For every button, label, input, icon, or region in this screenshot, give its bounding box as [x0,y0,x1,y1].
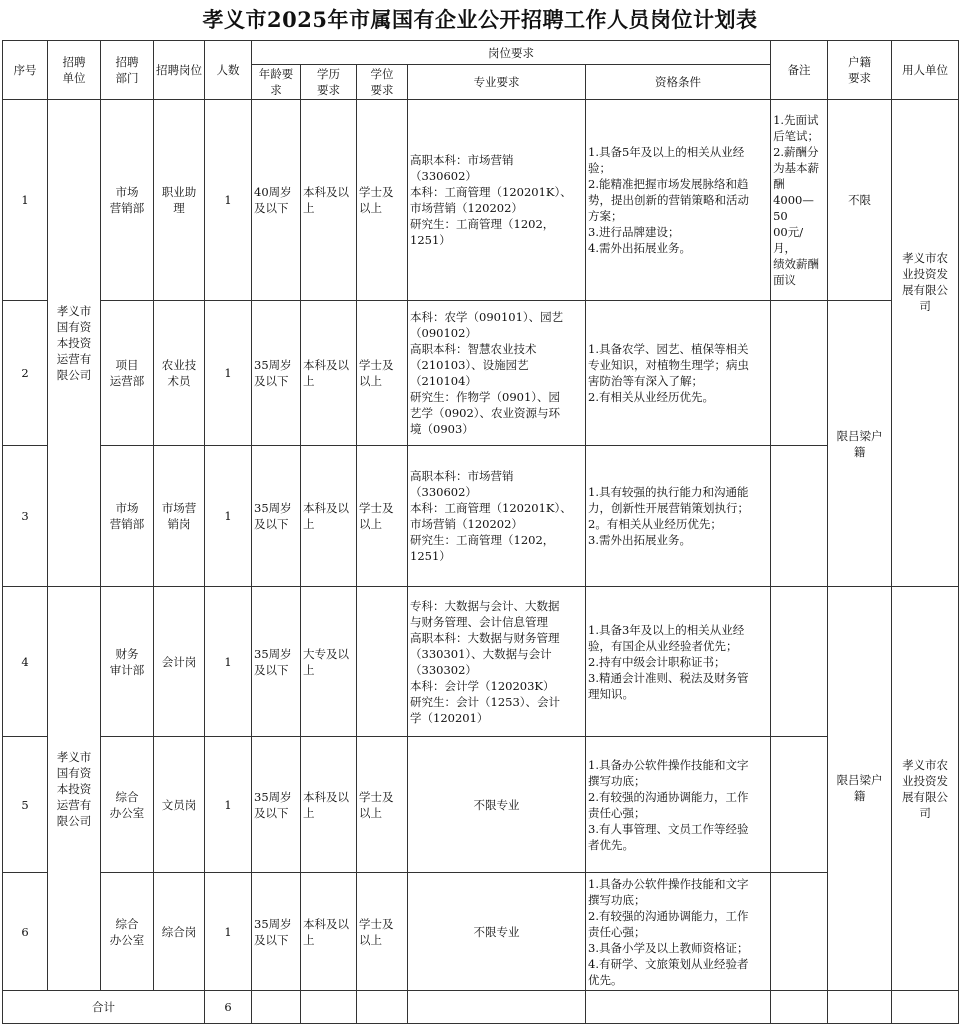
degree-cell: 学士及 以上 [357,301,408,446]
empty-cell [408,991,586,1024]
table-row [3,301,959,446]
empty-cell [586,991,771,1024]
post-cell: 文员岗 [154,737,205,873]
degree-cell: 学士及 以上 [357,737,408,873]
header-post: 招聘岗位 [154,41,205,100]
major-cell: 不限专业 [408,737,586,873]
seq-cell: 1 [3,100,48,301]
page-title: 孝义市2025年市属国有企业公开招聘工作人员岗位计划表 [202,7,758,32]
empty-cell [252,991,301,1024]
header-employer: 用人单位 [892,41,959,100]
age-cell: 35周岁 及以下 [252,446,301,587]
post-cell: 市场营 销岗 [154,446,205,587]
seq-cell: 4 [3,587,48,737]
post-cell: 会计岗 [154,587,205,737]
huji-cell: 限吕梁户 籍 [828,587,892,991]
edu-cell: 本科及以 上 [301,873,357,991]
table-row [3,100,959,301]
header-qual: 资格条件 [586,65,771,100]
degree-cell [357,587,408,737]
header-huji: 户籍 要求 [828,41,892,100]
edu-cell: 本科及以 上 [301,737,357,873]
header-degree: 学位 要求 [357,65,408,100]
note-cell [771,301,828,446]
note-cell [771,587,828,737]
table-row [3,873,959,991]
count-cell: 1 [205,737,252,873]
note-cell [771,737,828,873]
empty-cell [828,991,892,1024]
age-cell: 35周岁 及以下 [252,587,301,737]
employer-cell: 孝义市农 业投资发 展有限公 司 [892,100,959,587]
degree-cell: 学士及 以上 [357,873,408,991]
count-cell: 1 [205,873,252,991]
edu-cell: 本科及以 上 [301,301,357,446]
header-requirements: 岗位要求 [252,41,771,65]
header-age: 年龄要 求 [252,65,301,100]
note-cell [771,873,828,991]
header-dept: 招聘 部门 [101,41,154,100]
age-cell: 35周岁 及以下 [252,873,301,991]
age-cell: 40周岁 及以下 [252,100,301,301]
seq-cell: 3 [3,446,48,587]
note-cell [771,446,828,587]
qual-cell: 1.具备农学、园艺、植保等相关 专业知识，对植物生理学；病虫 害防治等有深入了解； 2.有相关从业经历优先。 [586,301,771,446]
post-cell: 农业技 术员 [154,301,205,446]
table-row [3,587,959,737]
total-count: 6 [205,991,252,1024]
age-cell: 35周岁 及以下 [252,301,301,446]
edu-cell: 本科及以 上 [301,446,357,587]
dept-cell: 综合 办公室 [101,737,154,873]
dept-cell: 市场 营销部 [101,100,154,301]
edu-cell: 本科及以 上 [301,100,357,301]
dept-cell: 项目 运营部 [101,301,154,446]
major-cell: 不限专业 [408,873,586,991]
dept-cell: 财务 审计部 [101,587,154,737]
employer-cell: 孝义市农 业投资发 展有限公 司 [892,587,959,991]
huji-cell: 限吕梁户 籍 [828,301,892,587]
dept-cell: 综合 办公室 [101,873,154,991]
empty-cell [301,991,357,1024]
degree-cell: 学士及 以上 [357,446,408,587]
qual-cell: 1.具备办公软件操作技能和文字 撰写功底； 2.有较强的沟通协调能力，工作 责任心强； 3.具备小学及以上教师资格证； 4.有研学、文旅策划从业经验者 优先。 [586,873,771,991]
recruitment-table [2,40,959,1024]
age-cell: 35周岁 及以下 [252,737,301,873]
total-row [3,991,959,1024]
post-cell: 综合岗 [154,873,205,991]
qual-cell: 1.具备办公软件操作技能和文字 撰写功底； 2.有较强的沟通协调能力，工作 责任心强； 3.有人事管理、文员工作等经验 者优先。 [586,737,771,873]
header-seq: 序号 [3,41,48,100]
major-cell: 本科：农学（090101）、园艺 （090102） 高职本科：智慧农业技术 （210103）、设施园艺 （210104） 研究生：作物学（0901）、园 艺学（0902）、农业资源与环 境（0903） [408,301,586,446]
unit-cell: 孝义市 国有资 本投资 运营有 限公司 [48,587,101,991]
empty-cell [357,991,408,1024]
post-cell: 职业助 理 [154,100,205,301]
qual-cell: 1.具备3年及以上的相关从业经 验，有国企从业经验者优先； 2.持有中级会计职称证书； 3.精通会计准则、税法及财务管 理知识。 [586,587,771,737]
dept-cell: 市场 营销部 [101,446,154,587]
seq-cell: 5 [3,737,48,873]
count-cell: 1 [205,446,252,587]
header-major: 专业要求 [408,65,586,100]
seq-cell: 6 [3,873,48,991]
header-note: 备注 [771,41,828,100]
empty-cell [892,991,959,1024]
major-cell: 高职本科：市场营销 （330602） 本科：工商管理（120201K）、 市场营销（120202） 研究生：工商管理（1202， 1251） [408,100,586,301]
table-row [3,737,959,873]
qual-cell: 1.具备5年及以上的相关从业经 验； 2.能精准把握市场发展脉络和趋 势，提出创新的营销策略和活动 方案； 3.进行品牌建设； 4.需外出拓展业务。 [586,100,771,301]
major-cell: 高职本科：市场营销 （330602） 本科：工商管理（120201K）、 市场营销（120202） 研究生：工商管理（1202， 1251） [408,446,586,587]
total-label: 合计 [3,991,205,1024]
count-cell: 1 [205,301,252,446]
major-cell: 专科：大数据与会计、大数据 与财务管理、会计信息管理 高职本科：大数据与财务管理 （330301）、大数据与会计 （330302） 本科：会计学（120203K） 研究生：会计（1253）、会计 学（120201） [408,587,586,737]
unit-cell: 孝义市 国有资 本投资 运营有 限公司 [48,100,101,587]
header-unit: 招聘 单位 [48,41,101,100]
seq-cell: 2 [3,301,48,446]
degree-cell: 学士及 以上 [357,100,408,301]
count-cell: 1 [205,100,252,301]
note-cell: 1.先面试 后笔试； 2.薪酬分 为基本薪 酬 4000—50 00元/月， 绩效薪酬 面议 [771,100,828,301]
header-count: 人数 [205,41,252,100]
header-edu: 学历 要求 [301,65,357,100]
qual-cell: 1.具有较强的执行能力和沟通能 力，创新性开展营销策划执行； 2。有相关从业经历优先； 3.需外出拓展业务。 [586,446,771,587]
table-row [3,446,959,587]
empty-cell [771,991,828,1024]
edu-cell: 大专及以 上 [301,587,357,737]
huji-cell: 不限 [828,100,892,301]
count-cell: 1 [205,587,252,737]
